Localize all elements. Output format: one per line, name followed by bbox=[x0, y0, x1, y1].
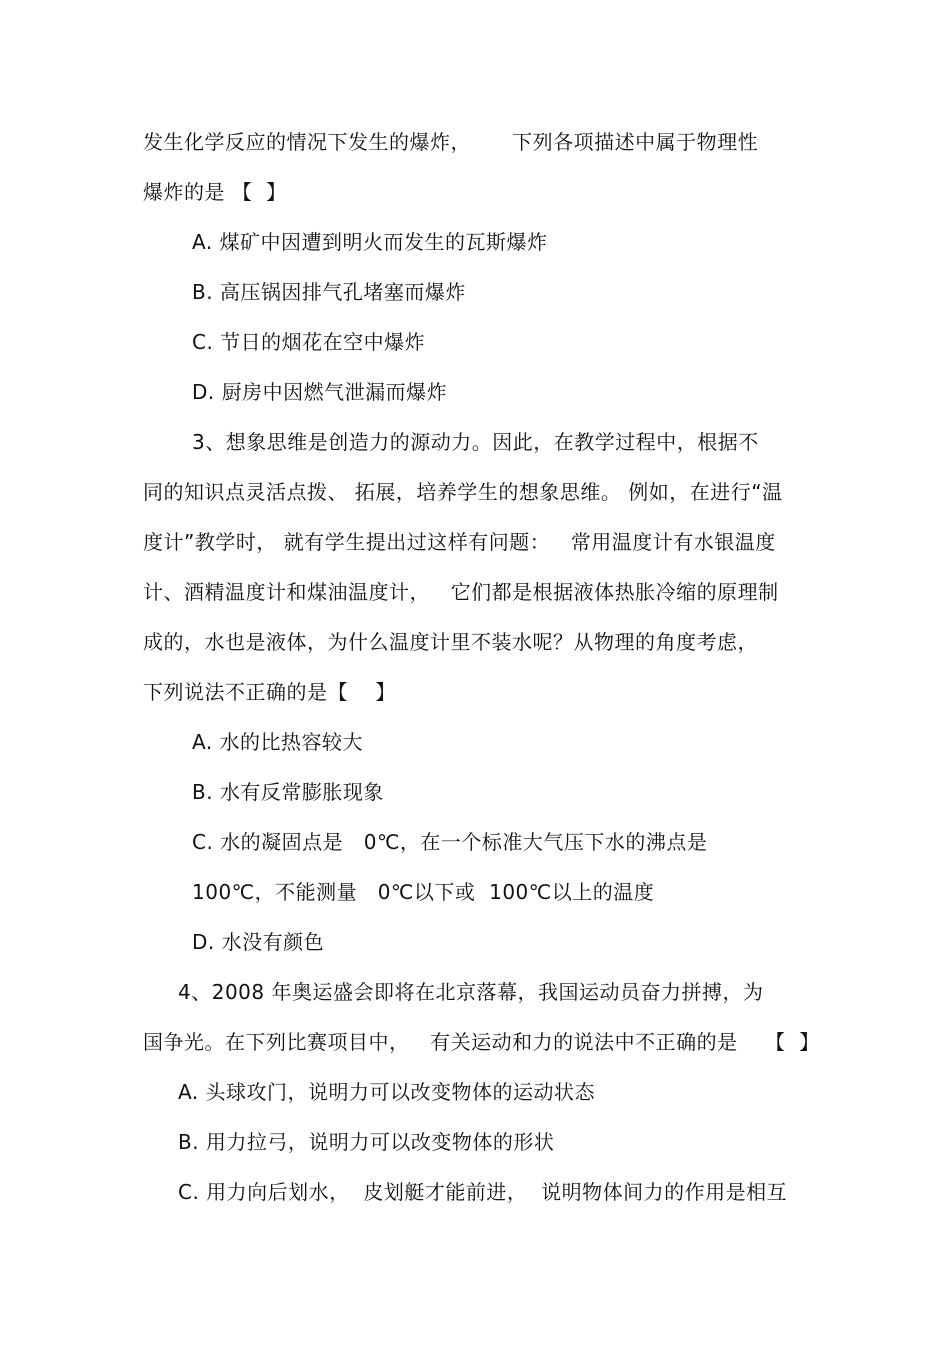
question-3-line-4: 计、酒精温度计和煤油温度计， 它们都是根据液体热胀冷缩的原理制 bbox=[143, 580, 779, 604]
option-b-q2: B. 高压锅因排气孔堵塞而爆炸 bbox=[192, 280, 466, 304]
option-b-q3: B. 水有反常膨胀现象 bbox=[192, 780, 384, 804]
question-4-line-1: 4、2008 年奥运盛会即将在北京落幕，我国运动员奋力拼搏，为 bbox=[178, 980, 764, 1004]
option-c-q2: C. 节日的烟花在空中爆炸 bbox=[192, 330, 426, 354]
question-4-line-2: 国争光。在下列比赛项目中， 有关运动和力的说法中不正确的是 【 】 bbox=[143, 1030, 820, 1054]
option-a-q2: A. 煤矿中因遭到明火而发生的瓦斯爆炸 bbox=[192, 230, 548, 254]
option-d-q2: D. 厨房中因燃气泄漏而爆炸 bbox=[192, 380, 448, 404]
question-3-line-6: 下列说法不正确的是【 】 bbox=[143, 680, 396, 704]
question-3-line-2: 同的知识点灵活点拨、 拓展，培养学生的想象思维。 例如，在进行“温 bbox=[143, 480, 783, 504]
option-a-q4: A. 头球攻门，说明力可以改变物体的运动状态 bbox=[178, 1080, 596, 1104]
question-3-line-1: 3、想象思维是创造力的源动力。因此，在教学过程中，根据不 bbox=[192, 430, 759, 454]
question-3-line-5: 成的，水也是液体，为什么温度计里不装水呢？从物理的角度考虑， bbox=[143, 630, 758, 654]
question-3-line-3: 度计”教学时， 就有学生提出过这样有问题： 常用温度计有水银温度 bbox=[143, 530, 776, 554]
option-a-q3: A. 水的比热容较大 bbox=[192, 730, 364, 754]
option-c-q3-line-1: C. 水的凝固点是 0℃，在一个标准大气压下水的沸点是 bbox=[192, 830, 708, 854]
option-d-q3: D. 水没有颜色 bbox=[192, 930, 325, 954]
option-c-q3-line-2: 100℃，不能测量 0℃以下或 100℃以上的温度 bbox=[192, 880, 655, 904]
option-b-q4: B. 用力拉弓，说明力可以改变物体的形状 bbox=[178, 1130, 555, 1154]
text-line-2: 爆炸的是 【 】 bbox=[143, 180, 287, 204]
text-line-1: 发生化学反应的情况下发生的爆炸， 下列各项描述中属于物理性 bbox=[143, 130, 759, 154]
option-c-q4: C. 用力向后划水， 皮划艇才能前进， 说明物体间力的作用是相互 bbox=[178, 1180, 788, 1204]
